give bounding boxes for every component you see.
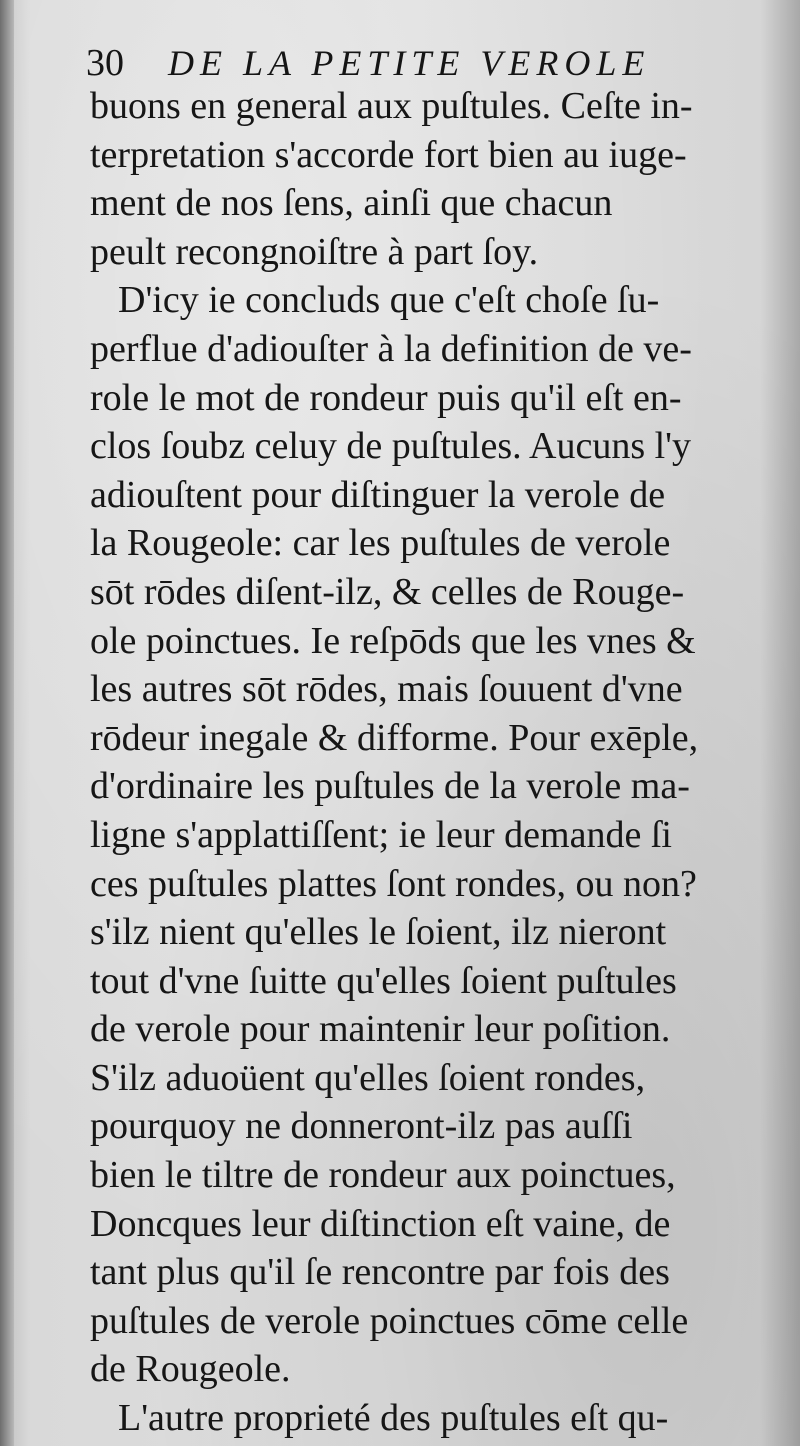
text-line: L'autre proprieté des puſtules eſt qu-: [118, 1397, 669, 1440]
text-line: ole poinctues. Ie reſpōds que les vnes &: [90, 619, 696, 662]
text-line: buons en general aux puſtules. Ceſte in-: [90, 85, 693, 127]
text-line: la Rougeole: car les puſtules de verole: [90, 522, 671, 565]
text-line: rōdeur inegale & difforme. Pour exēple,: [90, 716, 699, 759]
text-line: role le mot de rondeur puis qu'il eſt en-: [90, 376, 682, 419]
text-line: ligne s'applattiſſent; ie leur demande ſi: [90, 813, 672, 856]
text-line: pourquoy ne donneront-ilz pas auſſi: [90, 1105, 633, 1148]
text-line: ment de nos ſens, ainſi que chacun: [90, 182, 613, 225]
text-line: peult recongnoiſtre à part ſoy.: [90, 230, 539, 273]
text-line: s'ilz nient qu'elles le ſoient, ilz nieront: [90, 911, 667, 954]
text-line: bien le tiltre de rondeur aux poinctues,: [90, 1154, 676, 1197]
text-line: puſtules de verole poinctues cōme celle: [90, 1299, 689, 1342]
page-number: 30: [86, 42, 124, 84]
text-line: les autres sōt rōdes, mais ſouuent d'vne: [90, 668, 683, 711]
page-header: [86, 38, 776, 88]
text-line: D'icy ie concluds que c'eſt choſe ſu-: [118, 279, 660, 322]
text-line: ces puſtules plattes ſont rondes, ou non?: [90, 862, 697, 905]
text-line: clos ſoubz celuy de puſtules. Aucuns l'y: [90, 425, 692, 468]
text-line: sōt rōdes diſent-ilz, & celles de Rouge-: [90, 570, 685, 613]
text-line: perflue d'adiouſter à la definition de ve-: [90, 327, 692, 370]
text-line: Doncques leur diſtinction eſt vaine, de: [90, 1202, 671, 1245]
text-line: terpretation s'accorde fort bien au iuge-: [90, 133, 687, 176]
text-line: d'ordinaire les puſtules de la verole ma-: [90, 765, 690, 808]
text-line: S'ilz aduoüent qu'elles ſoient rondes,: [90, 1056, 646, 1099]
running-title: DE LA PETITE VEROLE: [168, 43, 651, 83]
text-line: tout d'vne ſuitte qu'elles ſoient puſtules: [90, 959, 677, 1002]
page-binding-edge: [0, 0, 14, 1446]
text-line: tant plus qu'il ſe rencontre par fois des: [90, 1251, 670, 1294]
text-line: de verole pour maintenir leur poſition.: [90, 1008, 671, 1051]
text-line: de Rougeole.: [90, 1348, 291, 1391]
body-text: [90, 82, 786, 1443]
text-line: adiouſtent pour diſtinguer la verole de: [90, 473, 666, 516]
